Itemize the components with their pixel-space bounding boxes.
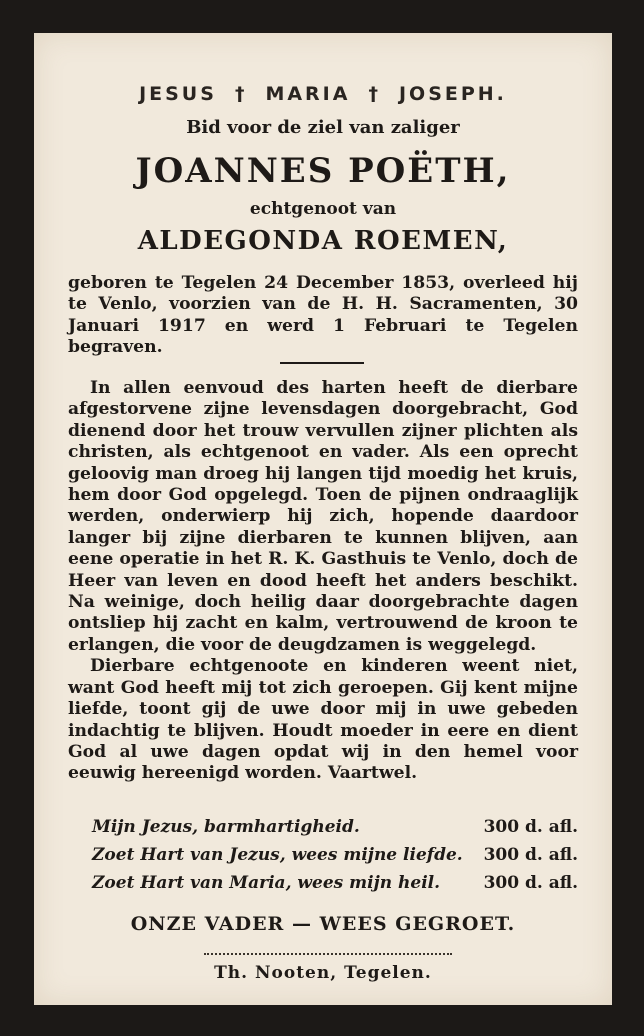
spouse-label: echtgenoot van: [249, 199, 397, 219]
dotted-divider: [204, 953, 452, 955]
intro-line: Bid voor de ziel van zaliger: [186, 117, 460, 138]
deceased-name: JOANNES POËTH,: [135, 151, 511, 191]
prayer-text: Zoet Hart van Jezus, wees mijne liefde.: [92, 845, 463, 865]
prayer-list: [68, 817, 578, 901]
cross-icon: †: [368, 83, 381, 105]
closing-prayer: ONZE VADER — WEES GEGROET.: [130, 913, 516, 935]
prayer-indulgence: 300 d. afl.: [483, 845, 578, 865]
prayer-item: [68, 817, 578, 845]
prayer-item: [68, 873, 578, 901]
spouse-name: ALDEGONDA ROEMEN,: [137, 226, 509, 256]
cross-icon: †: [234, 83, 248, 105]
paragraph-life: In allen eenvoud des harten heeft de dierbare afgestorvene zijne levensdagen doorgebracht, God dienend door het trouw vervullen zijner plichten als christen, als echtgenoot en vader. Als een oprecht geloovig man droeg hij langen tijd moedig het kruis, hem door God opgelegd. Toen de pijnen ondraaglijk werden, onderwierp hij zich, hopende daardoor langer bij zijne dierbaren te kunnen blijven, aan eene operatie in het R. K. Gasthuis te Venlo, doch de Heer van leven en dood heeft het anders beschikt. Na weinige, doch heilig daar doorgebrachte dagen ontsliep hij zacht en kalm, vertrouwend de kroon te erlangen, die voor de deugdzamen is weggelegd.: [68, 378, 578, 655]
header-jesus-maria-joseph: [34, 83, 612, 105]
printer-credit: Th. Nooten, Tegelen.: [214, 963, 432, 983]
prayer-text: Mijn Jezus, barmhartigheid.: [92, 817, 360, 837]
divider-line: [280, 362, 364, 364]
header-maria: MARIA: [265, 83, 351, 105]
prayer-indulgence: 300 d. afl.: [483, 873, 578, 893]
prayer-item: [68, 845, 578, 873]
card-paper: [34, 33, 612, 1005]
header-joseph: JOSEPH.: [398, 83, 507, 105]
prayer-indulgence: 300 d. afl.: [483, 817, 578, 837]
birth-death-paragraph: geboren te Tegelen 24 December 1853, overleed hij te Venlo, voorzien van de H. H. Sacramenten, 30 Januari 1917 en werd 1 Februari te Tegelen begraven.: [68, 273, 578, 358]
main-text: [68, 378, 578, 785]
prayer-text: Zoet Hart van Maria, wees mijn heil.: [92, 873, 441, 893]
paragraph-farewell: Dierbare echtgenoote en kinderen weent niet, want God heeft mij tot zich geroepen. Gij kent mijne liefde, toont gij de uwe door mij in uwe gebeden indachtig te blijven. Houdt moeder in eere en dient God al uwe dagen opdat wij in den hemel voor eeuwig hereenigd worden. Vaartwel.: [68, 656, 578, 784]
header-jesus: JESUS: [139, 83, 217, 105]
